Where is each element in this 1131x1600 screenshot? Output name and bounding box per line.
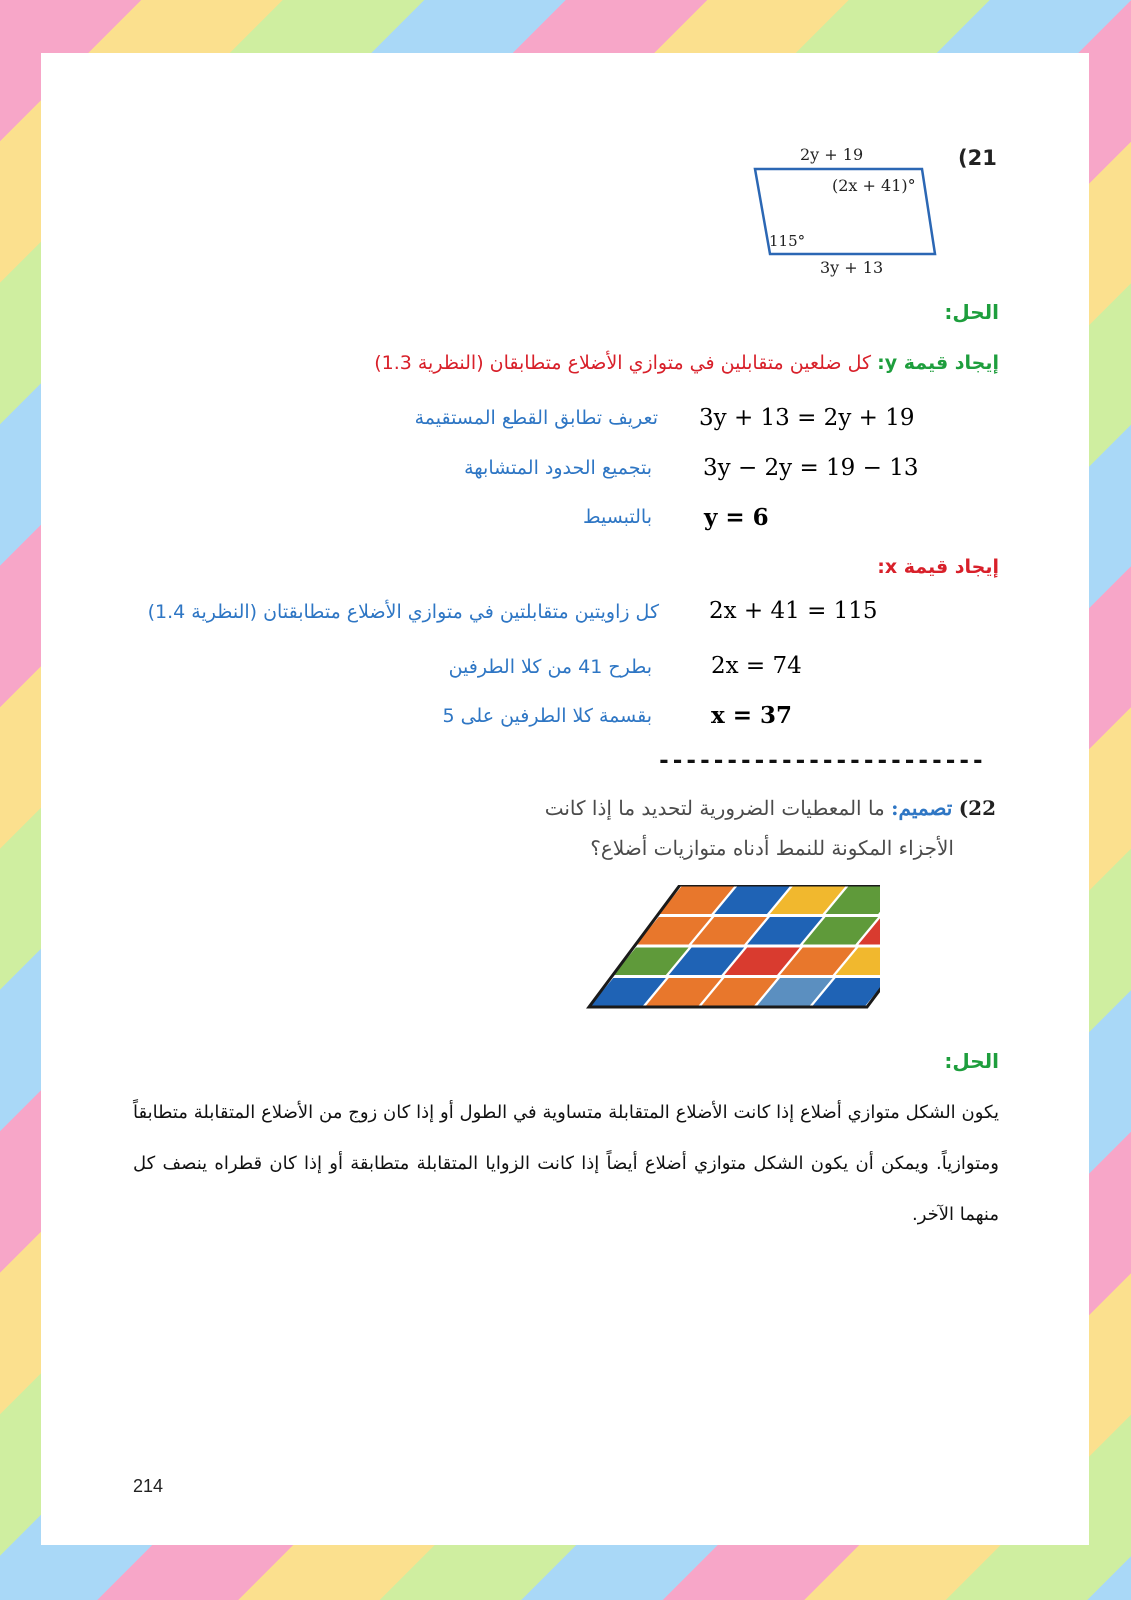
section-separator: ------------------------ — [657, 748, 985, 774]
bottom-angle-label: 115° — [769, 232, 806, 250]
parallelogram-tile-pattern — [580, 885, 880, 1015]
x-step-2-reason: بطرح 41 من كلا الطرفين — [448, 656, 652, 678]
find-x-label: إيجاد قيمة x: — [877, 556, 999, 578]
x-step-2-eq: 2x = 74 — [711, 653, 802, 679]
find-y-label: إيجاد قيمة y: — [877, 352, 999, 374]
page-number: 214 — [133, 1476, 164, 1496]
y-step-2-reason: بتجميع الحدود المتشابهة — [464, 457, 652, 479]
bottom-side-label: 3y + 13 — [820, 258, 884, 277]
solution-label-21: الحل: — [944, 300, 999, 324]
x-step-1-reason: كل زاويتين متقابلتين في متوازي الأضلاع متطابقتان (النظرية 1.4) — [147, 601, 659, 623]
x-step-3-eq: x = 37 — [711, 702, 793, 729]
problem-22-number: 22) — [958, 796, 996, 820]
find-y-statement: كل ضلعين متقابلين في متوازي الأضلاع متطابقان (النظرية 1.3) — [374, 352, 872, 374]
top-angle-label: (2x + 41)° — [832, 176, 916, 195]
x-step-1-eq: 2x + 41 = 115 — [709, 598, 878, 624]
y-step-3-eq: y = 6 — [704, 504, 769, 531]
y-step-1-reason: تعريف تطابق القطع المستقيمة — [414, 407, 658, 429]
y-step-1-eq: 3y + 13 = 2y + 19 — [699, 405, 915, 431]
problem-21-number: (21 — [958, 146, 997, 170]
solution-label-22: الحل: — [944, 1049, 999, 1073]
answer-paragraph: يكون الشكل متوازي أضلاع إذا كانت الأضلاع المتقابلة متساوية في الطول أو إذا كان زوج من الأضلاع المتقابلة متطابقاً ومتوازياً. ويمكن أن يكون الشكل متوازي أضلاع أيضاً إذا كانت الزوايا المتقابلة متطابقة أو إذا كان قطراه ينصف كل منهما الآخر. — [133, 1102, 999, 1225]
problem-22-line1 — [545, 796, 996, 820]
question-line-1: ما المعطيات الضرورية لتحديد ما إذا كانت — [544, 796, 885, 820]
x-step-3-reason: بقسمة كلا الطرفين على 5 — [442, 705, 652, 727]
question-line-2: الأجزاء المكونة للنمط أدناه متوازيات أضلاع؟ — [590, 836, 954, 860]
top-side-label: 2y + 19 — [800, 145, 864, 164]
find-y-line — [374, 352, 999, 374]
y-step-2-eq: 3y − 2y = 19 − 13 — [703, 455, 919, 481]
parallelogram-figure — [740, 140, 940, 285]
y-step-3-reason: بالتبسيط — [582, 506, 652, 528]
design-keyword: تصميم: — [891, 796, 953, 820]
